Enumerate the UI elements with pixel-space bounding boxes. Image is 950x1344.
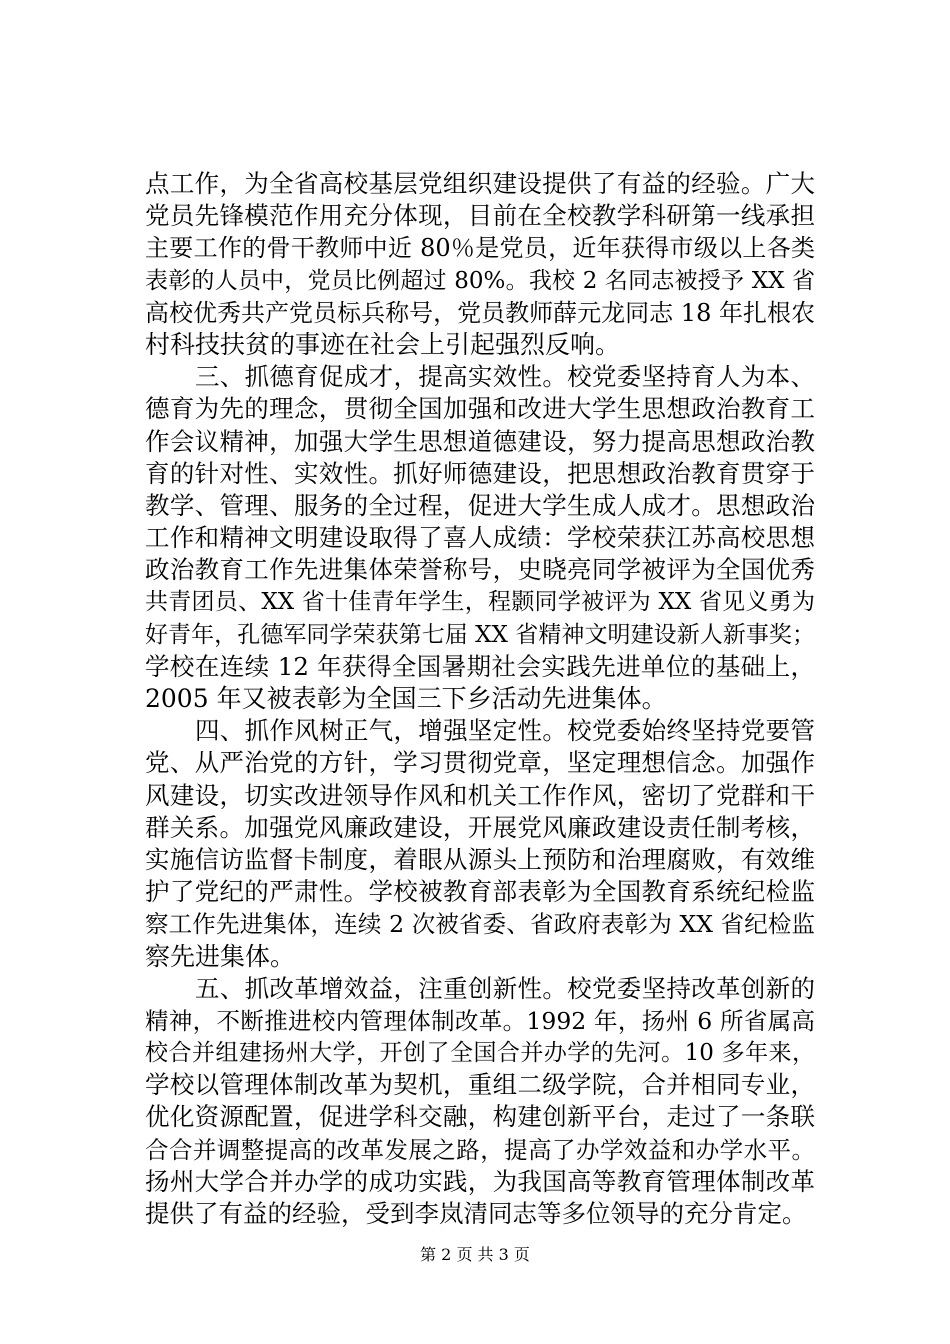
text-line: 合合并调整提高的改革发展之路，提高了办学效益和办学水平。: [145, 1135, 815, 1164]
text-line: 村科技扶贫的事迹在社会上引起强烈反响。: [145, 329, 621, 359]
text-line: 德育为先的理念，贯彻全国加强和改进大学生思想政治教育工: [145, 394, 815, 424]
text-line: 风建设，切实改进领导作风和机关工作作风，密切了党群和干: [145, 780, 815, 810]
paragraph-2: [145, 361, 815, 715]
document-body: [145, 168, 815, 1230]
text-line: 表彰的人员中，党员比例超过 80%。我校 2 名同志被授予 XX 省: [145, 267, 815, 294]
text-line: 党、从严治党的方针，学习贯彻党章，坚定理想信念。加强作: [145, 748, 815, 778]
text-line: 群关系。加强党风廉政建设，开展党风廉政建设责任制考核，: [145, 812, 815, 842]
text-line: 三、抓德育促成才，提高实效性。校党委坚持育人为本、: [195, 362, 815, 392]
paragraph-1: [145, 168, 815, 361]
text-line: 高校优秀共产党员标兵称号，党员教师薛元龙同志 18 年扎根农: [145, 298, 815, 327]
text-line: 好青年，孔德军同学荣获第七届 XX 省精神文明建设新人新事奖；: [145, 621, 815, 648]
text-line: 五、抓改革增效益，注重创新性。校党委坚持改革创新的: [195, 973, 815, 1003]
text-line: 共青团员、XX 省十佳青年学生，程颢同学被评为 XX 省见义勇为: [145, 589, 815, 616]
text-line: 学校以管理体制改革为契机，重组二级学院，合并相同专业，: [145, 1070, 815, 1100]
text-line: 教学、管理、服务的全过程，促进大学生成人成才。思想政治: [145, 490, 815, 520]
page-number-label: 第 2 页 共 3 页: [420, 1245, 530, 1264]
text-line: 优化资源配置，促进学科交融，构建创新平台，走过了一条联: [145, 1102, 815, 1132]
text-line: 护了党纪的严肃性。学校被教育部表彰为全国教育系统纪检监: [145, 877, 815, 907]
text-line: 主要工作的骨干教师中近 80％是党员，近年获得市级以上各类: [145, 234, 815, 263]
text-line: 学校在连续 12 年获得全国暑期社会实践先进单位的基础上，: [145, 651, 815, 681]
text-line: 工作和精神文明建设取得了喜人成绩：学校荣获江苏高校思想: [145, 523, 815, 553]
text-line: 察工作先进集体，连续 2 次被省委、省政府表彰为 XX 省纪检监: [145, 910, 815, 939]
paragraph-3: [145, 715, 815, 973]
text-line: 扬州大学合并办学的成功实践，为我国高等教育管理体制改革: [145, 1166, 815, 1196]
text-line: 实施信访监督卡制度，着眼从源头上预防和治理腐败，有效维: [145, 844, 815, 874]
text-line: 精神，不断推进校内管理体制改革。1992 年，扬州 6 所省属高: [145, 1006, 815, 1035]
text-line: 点工作，为全省高校基层党组织建设提供了有益的经验。广大: [145, 169, 815, 198]
paragraph-4: [145, 973, 815, 1231]
text-line: 提供了有益的经验，受到李岚清同志等多位领导的充分肯定。: [145, 1199, 807, 1228]
text-line: 育的针对性、实效性。抓好师德建设，把思想政治教育贯穿于: [145, 458, 815, 488]
text-line: 2005 年又被表彰为全国三下乡活动先进集体。: [145, 684, 667, 713]
text-line: 校合并组建扬州大学，开创了全国合并办学的先河。10 多年来，: [145, 1040, 815, 1067]
text-line: 四、抓作风树正气，增强坚定性。校党委始终坚持党要管: [195, 716, 815, 746]
text-line: 党员先锋模范作用充分体现，目前在全校教学科研第一线承担: [145, 201, 815, 231]
text-line: 察先进集体。: [145, 941, 296, 971]
text-line: 作会议精神，加强大学生思想道德建设，努力提高思想政治教: [145, 426, 815, 456]
text-line: 政治教育工作先进集体荣誉称号，史晓亮同学被评为全国优秀: [145, 555, 815, 585]
page-footer: [0, 1245, 950, 1265]
